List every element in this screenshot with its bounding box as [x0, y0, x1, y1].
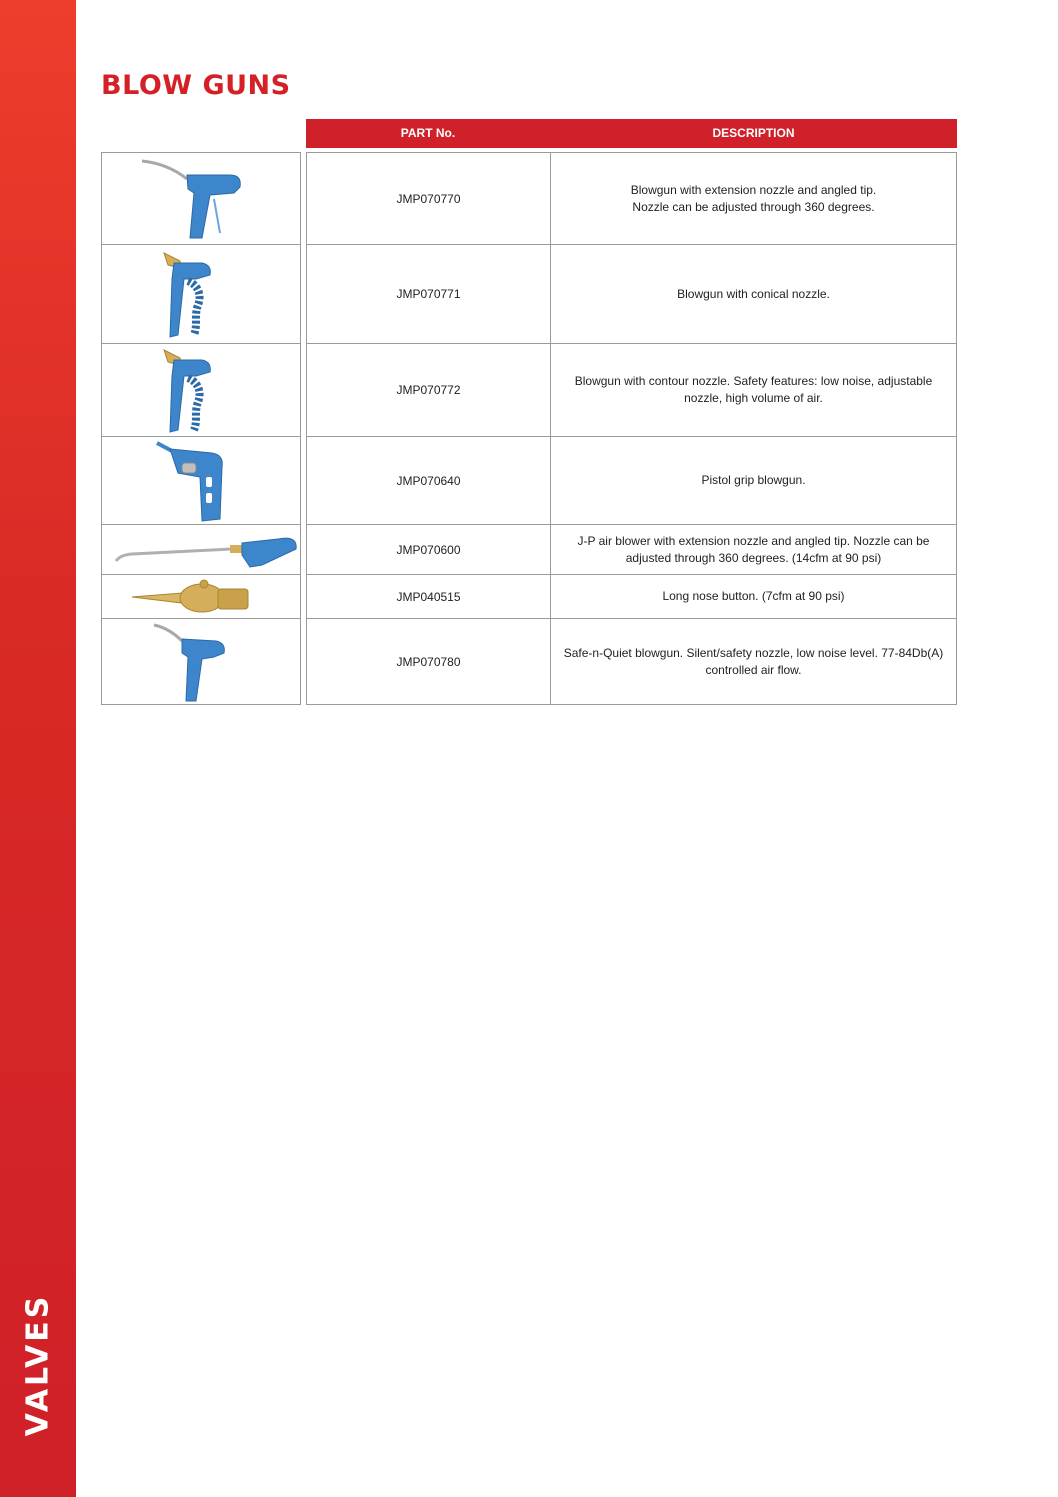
header-description: DESCRIPTION [712, 126, 795, 140]
blowgun-contour-nozzle-icon [102, 344, 300, 437]
table-row [307, 153, 956, 245]
description [551, 245, 956, 343]
description [551, 437, 956, 524]
part-number: JMP040515 [307, 575, 551, 618]
table-row [307, 437, 956, 525]
blowgun-extension-nozzle-icon [102, 153, 300, 245]
sidebar [0, 0, 76, 1497]
description-text: Long nose button. (7cfm at 90 psi) [662, 589, 845, 603]
product-image [102, 245, 300, 344]
pistol-grip-blowgun-icon [102, 437, 300, 525]
description-text: Safe-n-Quiet blowgun. Silent/safety nozzle, low noise level. 77-84Db(A) controlled air flow. [563, 646, 944, 677]
part-number: JMP070600 [307, 525, 551, 574]
part-number: JMP070771 [307, 245, 551, 343]
part-number: JMP070780 [307, 619, 551, 705]
product-image [102, 619, 300, 705]
product-image [102, 344, 300, 437]
description-text: Blowgun with conical nozzle. [677, 286, 830, 301]
table-row [307, 245, 956, 344]
product-image [102, 437, 300, 525]
description-text: Blowgun with contour nozzle. Safety features: low noise, adjustable nozzle, high volume of air. [574, 374, 933, 405]
air-blower-extension-icon [102, 525, 300, 575]
table-header [306, 119, 957, 148]
page-title: BLOW GUNS [101, 70, 291, 101]
blowgun-conical-nozzle-icon [102, 245, 300, 344]
product-image [102, 575, 300, 619]
header-part-no: PART No. [400, 126, 456, 140]
part-number: JMP070772 [307, 344, 551, 436]
product-image [102, 525, 300, 575]
description [551, 619, 956, 705]
table-row [307, 575, 956, 619]
section-label: VALVES [20, 1293, 56, 1437]
table-row [307, 619, 956, 705]
table-row [307, 344, 956, 437]
part-number: JMP070770 [307, 153, 551, 244]
description-text: Pistol grip blowgun. [701, 473, 806, 487]
product-image-column [101, 152, 301, 705]
safe-n-quiet-blowgun-icon [102, 619, 300, 705]
parts-table [306, 152, 957, 705]
part-number: JMP070640 [307, 437, 551, 524]
description [551, 525, 956, 574]
description [551, 344, 956, 436]
long-nose-button-icon [102, 575, 300, 619]
table-row [307, 525, 956, 575]
description-text: J-P air blower with extension nozzle and angled tip. Nozzle can be adjusted through 360 degrees. (14cfm at 90 psi) [577, 533, 930, 565]
description [551, 153, 956, 244]
product-image [102, 153, 300, 245]
description [551, 575, 956, 618]
description-text: Blowgun with extension nozzle and angled tip. Nozzle can be adjusted through 360 degrees. [630, 182, 877, 214]
